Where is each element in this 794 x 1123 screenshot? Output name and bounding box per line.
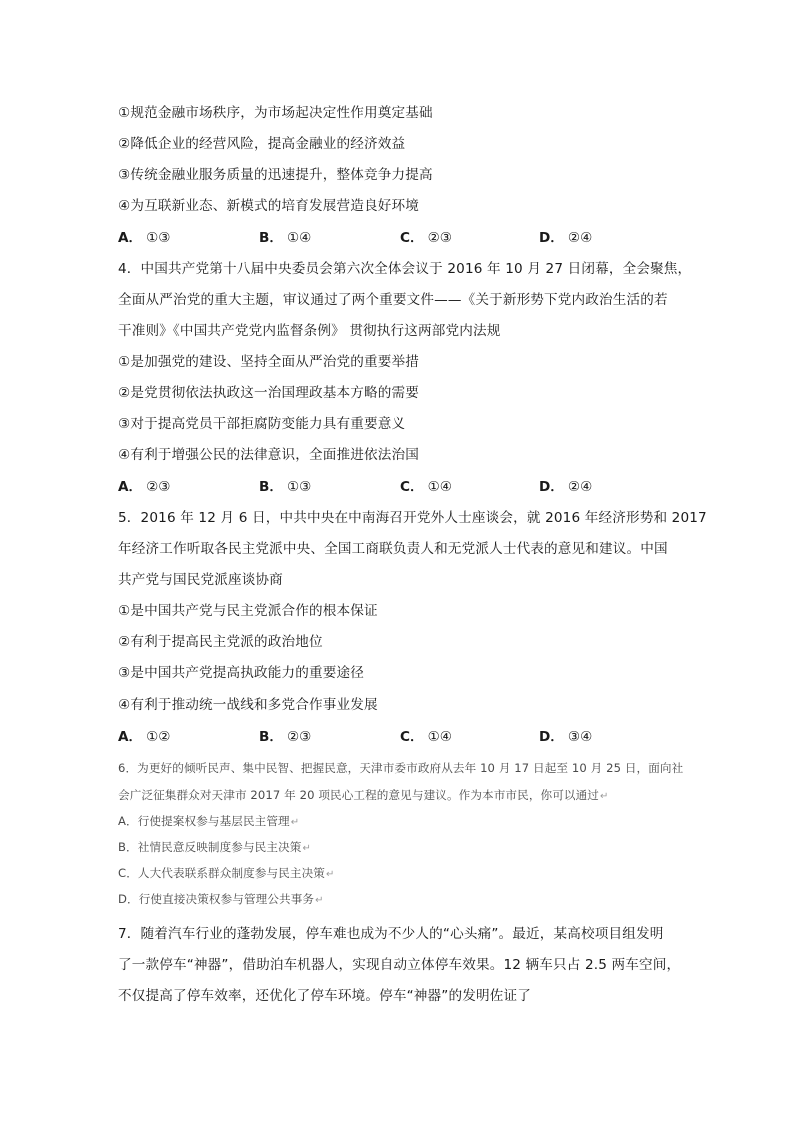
q4-option-4: ④有利于增强公民的法律意识，全面推进依法治国: [118, 447, 419, 463]
q3-choices: [118, 229, 678, 247]
paragraph-mark-icon: ↵: [302, 843, 311, 854]
q6-option-b: B．社情民意反映制度参与民主决策↵: [118, 840, 311, 854]
q5-choice-c: C． ①④: [400, 729, 452, 745]
q3-option-1: ①规范金融市场秩序，为市场起决定性作用奠定基础: [118, 105, 433, 121]
q5-choices: [118, 728, 678, 746]
q4-stem-line-3: 干准则》《中国共产党党内监督条例》 贯彻执行这两部党内法规: [118, 323, 501, 339]
q3-choice-a: A． ①③: [118, 230, 171, 246]
q3-choice-c: C． ②③: [400, 230, 452, 246]
q3-option-2: ②降低企业的经营风险，提高金融业的经济效益: [118, 136, 406, 152]
q7-stem-line-3: 不仅提高了停车效率，还优化了停车环境。停车“神器”的发明佐证了: [118, 988, 531, 1004]
q3-option-3: ③传统金融业服务质量的迅速提升，整体竞争力提高: [118, 167, 433, 183]
q5-choice-b: B． ②③: [259, 729, 312, 745]
q4-choice-d: D． ②④: [539, 479, 593, 495]
q3-choice-b: B． ①④: [259, 230, 312, 246]
q4-stem-line-2: 全面从严治党的重大主题，审议通过了两个重要文件——《关于新形势下党内政治生活的若: [118, 292, 668, 308]
q5-choice-d: D． ③④: [539, 729, 593, 745]
q3-option-4: ④为互联新业态、新模式的培育发展营造良好环境: [118, 198, 419, 214]
paragraph-mark-icon: ↵: [599, 791, 609, 802]
q5-stem-line-1: 5．2016 年 12 月 6 日，中共中央在中南海召开党外人士座谈会，就 2016 年经济形势和 2017: [118, 510, 707, 526]
q6-option-c: C．人大代表联系群众制度参与民主决策↵: [118, 866, 335, 880]
q5-stem-line-3: 共产党与国民党派座谈协商: [118, 572, 283, 588]
q6-option-d: D．行使直接决策权参与管理公共事务↵: [118, 892, 324, 906]
q4-option-3: ③对于提高党员干部拒腐防变能力具有重要意义: [118, 416, 406, 432]
q4-choices: [118, 478, 678, 496]
q4-choice-b: B． ①③: [259, 479, 312, 495]
q5-choice-a: A． ①②: [118, 729, 171, 745]
q4-choice-c: C． ①④: [400, 479, 452, 495]
q3-choice-d: D． ②④: [539, 230, 593, 246]
q5-option-1: ①是中国共产党与民主党派合作的根本保证: [118, 603, 378, 619]
q6-option-a: A．行使提案权参与基层民主管理↵: [118, 814, 300, 828]
q5-option-3: ③是中国共产党提高执政能力的重要途径: [118, 665, 364, 681]
q5-option-2: ②有利于提高民主党派的政治地位: [118, 634, 323, 650]
paragraph-mark-icon: ↵: [315, 895, 324, 906]
q4-choice-a: A． ②③: [118, 479, 171, 495]
q5-option-4: ④有利于推动统一战线和多党合作事业发展: [118, 697, 378, 713]
q7-stem-line-2: 了一款停车“神器”，借助泊车机器人，实现自动立体停车效果。12 辆车只占 2.5 两车空间，: [118, 957, 681, 973]
q7-stem-line-1: 7．随着汽车行业的蓬勃发展，停车难也成为不少人的“心头痛”。最近，某高校项目组发明: [118, 926, 664, 942]
q6-stem-line-1: 6．为更好的倾听民声、集中民智、把握民意，天津市委市政府从去年 10 月 17 日起至 10 月 25 日，面向社: [118, 761, 684, 775]
q5-stem-line-2: 年经济工作听取各民主党派中央、全国工商联负责人和无党派人士代表的意见和建议。中国: [118, 541, 668, 557]
q4-stem-line-1: 4．中国共产党第十八届中央委员会第六次全体会议于 2016 年 10 月 27 日闭幕，全会聚焦，: [118, 261, 692, 277]
paragraph-mark-icon: ↵: [326, 869, 335, 880]
q4-option-1: ①是加强党的建设、坚持全面从严治党的重要举措: [118, 354, 419, 370]
q6-stem-line-2: 会广泛征集群众对天津市 2017 年 20 项民心工程的意见与建议。作为本市市民，你可以通过↵: [118, 788, 609, 802]
paragraph-mark-icon: ↵: [290, 817, 300, 828]
q4-option-2: ②是党贯彻依法执政这一治国理政基本方略的需要: [118, 385, 419, 401]
